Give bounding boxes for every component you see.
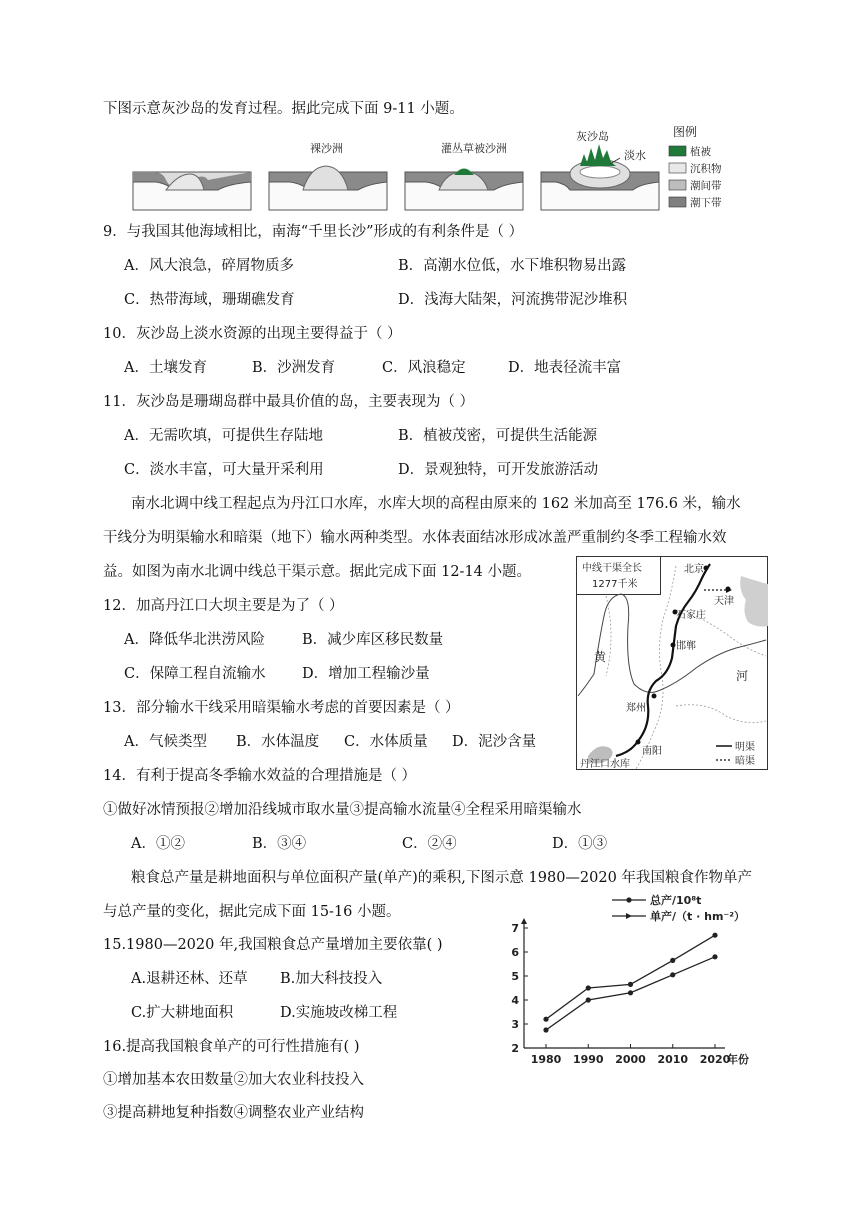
- y-tick-label: 6: [511, 946, 519, 959]
- map-legend-open: 明渠: [735, 742, 755, 753]
- freshwater-label: 淡水: [624, 149, 646, 162]
- q12-option-a[interactable]: A．降低华北洪涝风险: [124, 632, 265, 648]
- q12-stem: 12．加高丹江口大坝主要是为了（ ）: [103, 598, 344, 614]
- q12-option-d[interactable]: D．增加工程输沙量: [302, 666, 430, 682]
- map-legend-hidden: 暗渠: [735, 756, 755, 767]
- q13-stem: 13．部分输水干线采用暗渠输水考虑的首要因素是（ ）: [103, 700, 460, 716]
- stage-3-label: 灌丛草被沙洲: [441, 142, 507, 155]
- q14-option-d[interactable]: D．①③: [552, 836, 608, 852]
- stage-2-label: 裸沙洲: [310, 142, 343, 155]
- q11-stem: 11．灰沙岛是珊瑚岛群中最具价值的岛，主要表现为（ ）: [103, 394, 475, 410]
- map-length-value: 1277千米: [592, 579, 638, 590]
- q16-stem: 16.提高我国粮食单产的可行性措施有( ): [103, 1039, 360, 1055]
- island-development-figure: [128, 122, 728, 214]
- q9-option-d[interactable]: D．浅海大陆架，河流携带泥沙堆积: [398, 292, 628, 308]
- q9-option-c[interactable]: C．热带海域，珊瑚礁发育: [124, 292, 295, 308]
- q14-option-b[interactable]: B．③④: [252, 836, 307, 852]
- map-length-label: 中线干渠全长: [582, 563, 642, 574]
- map-tianjin: 天津: [714, 596, 734, 607]
- q10-stem: 10．灰沙岛上淡水资源的出现主要得益于（ ）: [103, 326, 402, 342]
- series-1-point: [586, 985, 591, 990]
- intro-9-11: 下图示意灰沙岛的发育过程。据此完成下面 9-11 小题。: [103, 101, 464, 117]
- x-tick-label: 2020: [699, 1053, 731, 1066]
- legend-title: 图例: [673, 125, 698, 139]
- q15-stem: 15.1980—2020 年,我国粮食总产量增加主要依靠( ): [103, 937, 443, 953]
- grain-yield-chart: [500, 888, 790, 1068]
- series-2-point: [628, 990, 633, 995]
- x-tick-label: 1990: [572, 1053, 604, 1066]
- q15-option-b[interactable]: B.加大科技投入: [280, 971, 383, 987]
- legend-marker-2: [626, 913, 632, 919]
- q13-option-a[interactable]: A．气候类型: [124, 734, 207, 750]
- q10-option-b[interactable]: B．沙洲发育: [252, 360, 336, 376]
- q14-stem: 14．有利于提高冬季输水效益的合理措施是（ ）: [103, 768, 417, 784]
- intro-15-16-line2: 与总产量的变化，据此完成下面 15-16 小题。: [103, 904, 401, 920]
- series-2-point: [670, 972, 675, 977]
- stage-3-panel: [405, 169, 523, 211]
- y-tick-label: 5: [511, 970, 519, 983]
- q10-option-d[interactable]: D．地表径流丰富: [508, 360, 622, 376]
- map-danjiangkou: 丹江口水库: [580, 759, 630, 770]
- series-1-point: [712, 933, 717, 938]
- q12-option-b[interactable]: B．减少库区移民数量: [302, 632, 444, 648]
- q14-option-c[interactable]: C．②④: [402, 836, 457, 852]
- q16-items-line1: ①增加基本农田数量②加大农业科技投入: [103, 1072, 364, 1088]
- canal-map: [576, 556, 768, 770]
- y-tick-label: 4: [511, 994, 519, 1007]
- q12-option-c[interactable]: C．保障工程自流输水: [124, 666, 266, 682]
- q15-option-a[interactable]: A.退耕还林、还草: [131, 971, 248, 987]
- series-2-point: [543, 1027, 548, 1032]
- series-line-1: [546, 935, 715, 1019]
- q11-option-c[interactable]: C．淡水丰富，可大量开采利用: [124, 462, 324, 478]
- stage-1-panel: [133, 172, 251, 210]
- q13-option-c[interactable]: C．水体质量: [344, 734, 428, 750]
- legend-sediment: 沉积物: [690, 163, 722, 175]
- series-1-point: [543, 1017, 548, 1022]
- q11-option-b[interactable]: B．植被茂密，可提供生活能源: [398, 428, 598, 444]
- y-axis-arrow: [521, 918, 527, 924]
- map-beijing: 北京: [684, 564, 704, 575]
- legend-marker-1: [626, 897, 631, 902]
- q15-option-c[interactable]: C.扩大耕地面积: [131, 1005, 234, 1021]
- legend-vegetation: 植被: [690, 146, 711, 158]
- figure-legend: [669, 124, 722, 209]
- y-tick-label: 7: [511, 922, 519, 935]
- legend-label-2: 单产/（t · hm⁻²）: [650, 910, 746, 923]
- map-shijiazhuang: 石家庄: [676, 610, 706, 621]
- legend-intertidal: 潮间带: [690, 180, 722, 192]
- q10-option-a[interactable]: A．土壤发育: [124, 360, 207, 376]
- legend-label-1: 总产/10⁸t: [650, 894, 702, 907]
- stage-2-panel: [269, 166, 387, 210]
- x-tick-label: 1980: [530, 1053, 562, 1066]
- y-tick-label: 2: [511, 1042, 519, 1055]
- legend-subtidal: 潮下带: [690, 197, 722, 209]
- map-zhengzhou: 郑州: [626, 703, 646, 714]
- q9-stem: 9．与我国其他海域相比，南海“千里长沙”形成的有利条件是（ ）: [103, 224, 524, 240]
- intro-12-14-line2: 干线分为明渠输水和暗渠（地下）输水两种类型。水体表面结冰形成冰盖严重制约冬季工程输水效: [103, 530, 727, 546]
- q15-option-d[interactable]: D.实施坡改梯工程: [280, 1005, 398, 1021]
- q9-option-b[interactable]: B．高潮水位低，水下堆积物易出露: [398, 258, 627, 274]
- map-handan: 邯郸: [676, 641, 696, 652]
- q9-option-a[interactable]: A．风大浪急，碎屑物质多: [124, 258, 294, 274]
- y-tick-label: 3: [511, 1018, 519, 1031]
- intro-12-14-line3: 益。如图为南水北调中线总干渠示意。据此完成下面 12-14 小题。: [103, 564, 532, 580]
- stage-4-label: 灰沙岛: [576, 130, 609, 143]
- q14-option-a[interactable]: A．①②: [131, 836, 185, 852]
- q16-items-line2: ③提高耕地复种指数④调整农业产业结构: [103, 1105, 364, 1121]
- q10-option-c[interactable]: C．风浪稳定: [382, 360, 466, 376]
- series-2-point: [586, 997, 591, 1002]
- series-2-point: [712, 954, 717, 959]
- x-axis-label: 年份: [727, 1053, 749, 1066]
- intro-12-14-line1: 南水北调中线工程起点为丹江口水库，水库大坝的高程由原来的 162 米加高至 176.6 米，输水: [131, 496, 741, 512]
- intro-15-16-line1: 粮食总产量是耕地面积与单位面积产量(单产)的乘积,下图示意 1980—2020 年我国粮食作物单产: [131, 870, 752, 886]
- q11-option-a[interactable]: A．无需吹填，可提供生存陆地: [124, 428, 323, 444]
- map-nanyang: 南阳: [642, 746, 662, 757]
- series-1-point: [670, 958, 675, 963]
- x-tick-label: 2010: [657, 1053, 689, 1066]
- q14-items: ①做好冰情预报②增加沿线城市取水量③提高输水流量④全程采用暗渠输水: [103, 802, 582, 818]
- x-tick-label: 2000: [615, 1053, 646, 1066]
- map-huang-label: 黄: [594, 650, 607, 664]
- q11-option-d[interactable]: D．景观独特，可开发旅游活动: [398, 462, 599, 478]
- series-1-point: [628, 982, 633, 987]
- map-he-label: 河: [736, 669, 749, 683]
- q13-option-d[interactable]: D．泥沙含量: [452, 734, 537, 750]
- q13-option-b[interactable]: B．水体温度: [236, 734, 320, 750]
